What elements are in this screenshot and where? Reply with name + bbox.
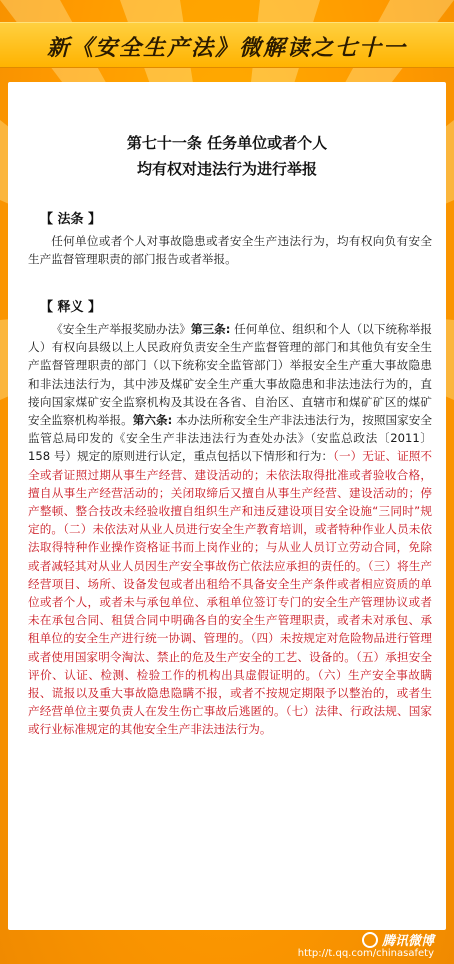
interp-seg-violations-list: （一）无证、证照不全或者证照过期从事生产经营、建设活动的；未依法取得批准或者验收合格，擅自从事生产经营活动的；关闭取缔后又擅自从事生产经营、建设活动的；停产整顿、整合技改未经验收擅自组织生产和违反建设项目安全设施“三同时”规定的。（二）未依法对从业人员进行安全生产教育培训，或者特种作业人员未依法取得特种作业操作资格证书而上岗作业的；与从业人员订立劳动合同，免除或者减轻其对从业人员因生产安全事故伤亡依法应承担的责任的。（三）将生产经营项目、场所、设备发包或者出租给不具备安全生产条件或者相应资质的单位或者个人，或者未与承包单位、承租单位签订专门的安全生产管理协议或者未在承包合同、租赁合同中明确各自的安全生产管理职责，或者未对承包、承租单位的安全生产进行统一协调、管理的。（四）未按规定对危险物品进行管理或者使用国家明令淘汰、禁止的危及生产安全的工艺、设备的。（五）承担安全评价、认证、检测、检验工作的机构出具虚假证明的。（六）生产安全事故瞒报、谎报以及重大事故隐患隐瞒不报，或者不按规定期限予以整治的，或者生产经营单位主要负责人在发生伤亡事故后逃匿的。（七）法律、行政法规、国家或行业标准规定的其他安全生产非法违法行为。 [28,449,432,737]
content-panel [8,82,446,930]
article-title-line1: 第七十一条 任务单位或者个人 [126,134,328,152]
law-section-text: 任何单位或者个人对事故隐患或者安全生产违法行为，均有权向负有安全生产监督管理职责的部门报告或者举报。 [28,234,432,267]
footer-url[interactable]: http://t.qq.com/chinasafety [297,948,434,959]
header-banner [0,14,454,78]
weibo-icon [362,932,378,948]
interp-seg-article3-text: 任何单位、组织和个人（以下统称举报人）有权向县级以上人民政府负责安全生产监督管理的部门和其他负有安全生产监督管理职责的部门（以下统称安全监管部门）举报安全生产重大事故隐患和非法违法行为，其中涉及煤矿安全生产重大事故隐患和非法违法行为的，直接向国家煤矿安全监察机构及其设在各省、自治区、直辖市和煤矿矿区的煤矿安全监察机构举报。 [28,322,432,428]
interp-seg-quote: 《安全生产举报奖励办法》 [51,322,191,336]
article-title-line2: 均有权对违法行为进行举报 [136,160,317,178]
law-section-heading: 【 法条 】 [40,212,102,227]
page-title: 新《安全生产法》微解读之七十一 [46,34,407,61]
interp-section-text [28,320,432,739]
interp-seg-article6: 第六条: [132,413,173,428]
interp-seg-article3: 第三条: [190,322,231,336]
brand-name: 腾讯微博 [381,934,434,949]
interp-section-heading: 【 释义 】 [40,300,102,315]
interp-seg-article6-text: 本办法所称安全生产非法违法行为，按照国家安全监管总局印发的《安全生产非法违法行为查处办法》（安监总政法〔2011〕158 号）规定的原则进行认定，重点包括以下情形和行为： [28,413,432,464]
article-title [8,130,446,182]
brand-logo [362,930,434,949]
